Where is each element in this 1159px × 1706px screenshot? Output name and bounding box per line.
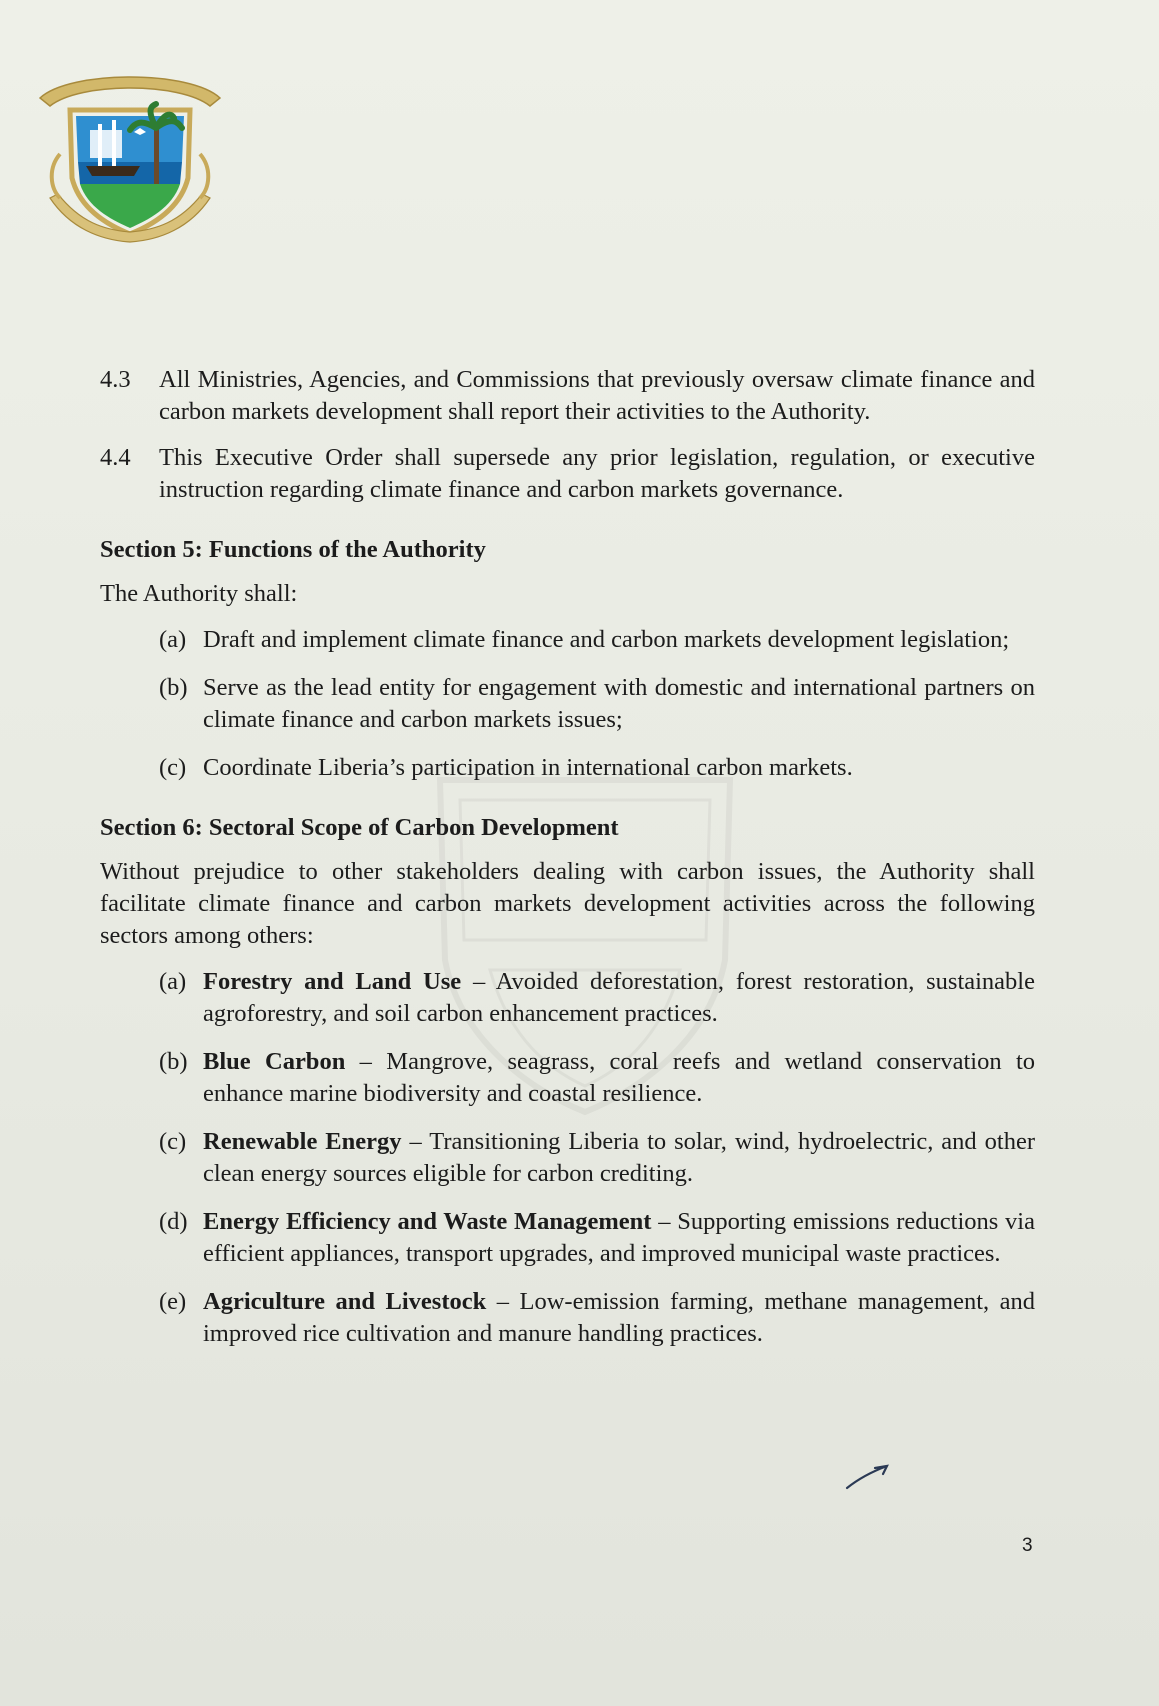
sector-separator: – [345,1048,387,1075]
sector-separator: – [401,1128,430,1155]
checkmark-icon [845,1462,891,1492]
list-item-letter: (c) [159,1128,187,1155]
list-item [159,1126,1035,1190]
page-number: 3 [1022,1535,1033,1556]
list-item-letter: (c) [159,754,187,781]
document-body [100,364,1035,1366]
clause-number: 4.3 [100,366,131,393]
list-item [159,1206,1035,1270]
sector-description: Avoided deforestation, forest restoration, sustainable agroforestry, and soil carbon enhancement practices. [203,968,1035,1027]
list-item-letter: (a) [159,968,187,995]
sector-title: Agriculture and Livestock [203,1288,487,1315]
list-item [159,966,1035,1030]
list-item-body [203,966,1035,1030]
list-item-letter: (b) [159,674,188,701]
sector-title: Blue Carbon [203,1048,346,1075]
section-5-intro: The Authority shall: [100,580,298,607]
sector-description: Transitioning Liberia to solar, wind, hydroelectric, and other clean energy sources eligible for carbon crediting. [203,1128,1035,1187]
list-item [159,672,1035,736]
list-item-body [203,1046,1035,1110]
coat-of-arms-icon [30,58,230,248]
sector-separator: – [461,968,496,995]
section-6-heading: Section 6: Sectoral Scope of Carbon Development [100,814,619,841]
sector-description: Low-emission farming, methane management, and improved rice cultivation and manure handling practices. [203,1288,1036,1347]
section-6-intro: Without prejudice to other stakeholders dealing with carbon issues, the Authority shall facilitate climate finance and carbon markets development activities across the following sectors among others: [100,858,1035,949]
clause-number: 4.4 [100,444,131,471]
sector-separator: – [651,1208,678,1235]
list-item-letter: (b) [159,1048,188,1075]
clause-4-3 [100,364,1035,428]
sector-title: Forestry and Land Use [203,968,462,995]
sector-title: Energy Efficiency and Waste Management [203,1208,652,1235]
clause-4-4 [100,442,1035,506]
list-item-text: Draft and implement climate finance and carbon markets development legislation; [203,626,1010,653]
list-item [159,752,1035,784]
clause-text: This Executive Order shall supersede any prior legislation, regulation, or executive instruction regarding climate finance and carbon markets governance. [159,444,1035,503]
list-item-letter: (d) [159,1208,188,1235]
list-item-body [203,1126,1035,1190]
section-5-heading: Section 5: Functions of the Authority [100,536,486,563]
clause-text: All Ministries, Agencies, and Commissions that previously oversaw climate finance and carbon markets development shall report their activities to the Authority. [159,366,1035,425]
list-item-letter: (e) [159,1288,187,1315]
sector-separator: – [486,1288,520,1315]
list-item-text: Serve as the lead entity for engagement with domestic and international partners on climate finance and carbon markets issues; [203,674,1035,733]
sector-description: Mangrove, seagrass, coral reefs and wetland conservation to enhance marine biodiversity and coastal resilience. [203,1048,1036,1107]
section-6-list [100,966,1035,1350]
section-5-list [100,624,1035,784]
list-item [159,624,1035,656]
sector-description: Supporting emissions reductions via efficient appliances, transport upgrades, and improved municipal waste practices. [203,1208,1035,1267]
list-item [159,1046,1035,1110]
list-item-text: Coordinate Liberia’s participation in international carbon markets. [203,754,853,781]
list-item-body [203,1286,1035,1350]
list-item [159,1286,1035,1350]
list-item-body [203,1206,1035,1270]
list-item-letter: (a) [159,626,187,653]
sector-title: Renewable Energy [203,1128,402,1155]
